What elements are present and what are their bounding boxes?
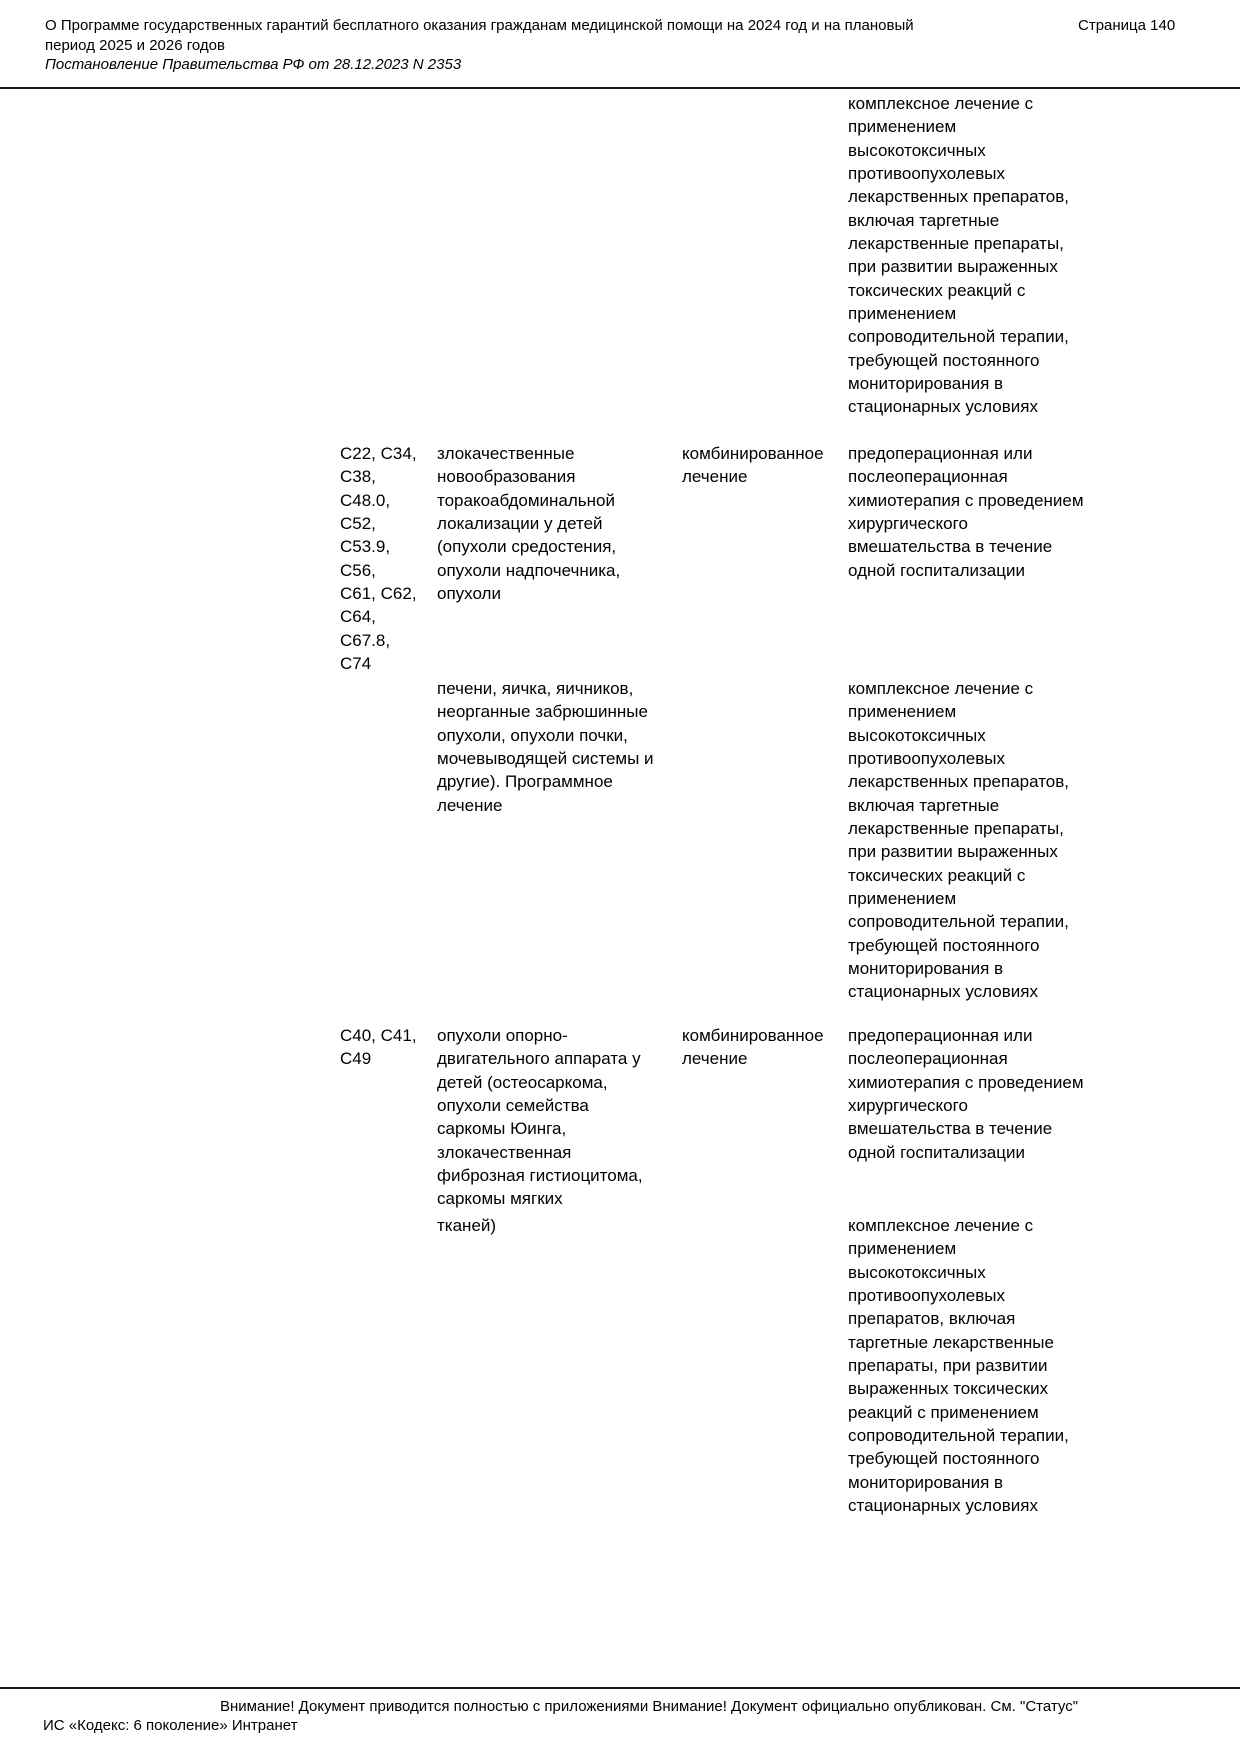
footer-system-label: ИС «Кодекс: 6 поколение» Интранет (43, 1717, 298, 1734)
table-cell-details: комплексное лечение с применением высокотоксичных противоопухолевых лекарственных препаратов, включая таргетные лекарственные препараты, при развитии выраженных токсических реакций с применением сопроводительной терапии, требующей постоянного мониторирования в стационарных условиях (848, 94, 1070, 417)
table-cell-diagnosis-continued: печени, яичка, яичников, неорганные забрюшинные опухоли, опухоли почки, мочевыводящей системы и другие). Программное лечение (437, 679, 654, 815)
table-cell-details: предоперационная или послеоперационная химиотерапия с проведением хирургического вмешательства в течение одной госпитализации (848, 1026, 1084, 1162)
table-cell-method: комбинированное лечение (682, 1026, 824, 1069)
table-cell-method: комбинированное лечение (682, 444, 824, 487)
table-cell-diagnosis-continued: тканей) (437, 1216, 497, 1235)
table-cell-details-continued: комплексное лечение с применением высокотоксичных противоопухолевых лекарственных препаратов, включая таргетные лекарственные препараты, при развитии выраженных токсических реакций с применением сопроводительной терапии, требующей постоянного мониторирования в стационарных условиях (848, 679, 1070, 1002)
footer-divider (0, 1687, 1240, 1689)
document-title: О Программе государственных гарантий бесплатного оказания гражданам медицинской помощи на 2024 год и на плановый период 2025 и 2026 годов (45, 17, 914, 54)
document-subtitle: Постановление Правительства РФ от 28.12.2023 N 2353 (45, 56, 462, 73)
table-cell-details: предоперационная или послеоперационная химиотерапия с проведением хирургического вмешательства в течение одной госпитализации (848, 444, 1084, 580)
table-cell-diagnosis: злокачественные новообразования торакоабдоминальной локализации у детей (опухоли средостения, опухоли надпочечника, опухоли (437, 444, 621, 603)
table-cell-details-continued: комплексное лечение с применением высокотоксичных противоопухолевых препаратов, включая таргетные лекарственные препараты, при развитии выраженных токсических реакций с применением сопроводительной терапии, требующей постоянного мониторирования в стационарных условиях (848, 1216, 1069, 1515)
header-divider (0, 87, 1240, 89)
table-cell-diagnosis: опухоли опорно- двигательного аппарата у детей (остеосаркома, опухоли семейства саркомы Юинга, злокачественная фиброзная гистиоцитома, саркомы мягких (437, 1026, 643, 1209)
table-cell-icd-codes: C22, C34, C38, C48.0, C52, C53.9, C56, C61, C62, C64, C67.8, C74 (340, 444, 417, 673)
page-number: Страница 140 (1078, 17, 1176, 34)
footer-notice: Внимание! Документ приводится полностью с приложениями Внимание! Документ официально опубликован. См. "Статус" (220, 1698, 1079, 1715)
table-cell-icd-codes: C40, C41, C49 (340, 1026, 417, 1069)
